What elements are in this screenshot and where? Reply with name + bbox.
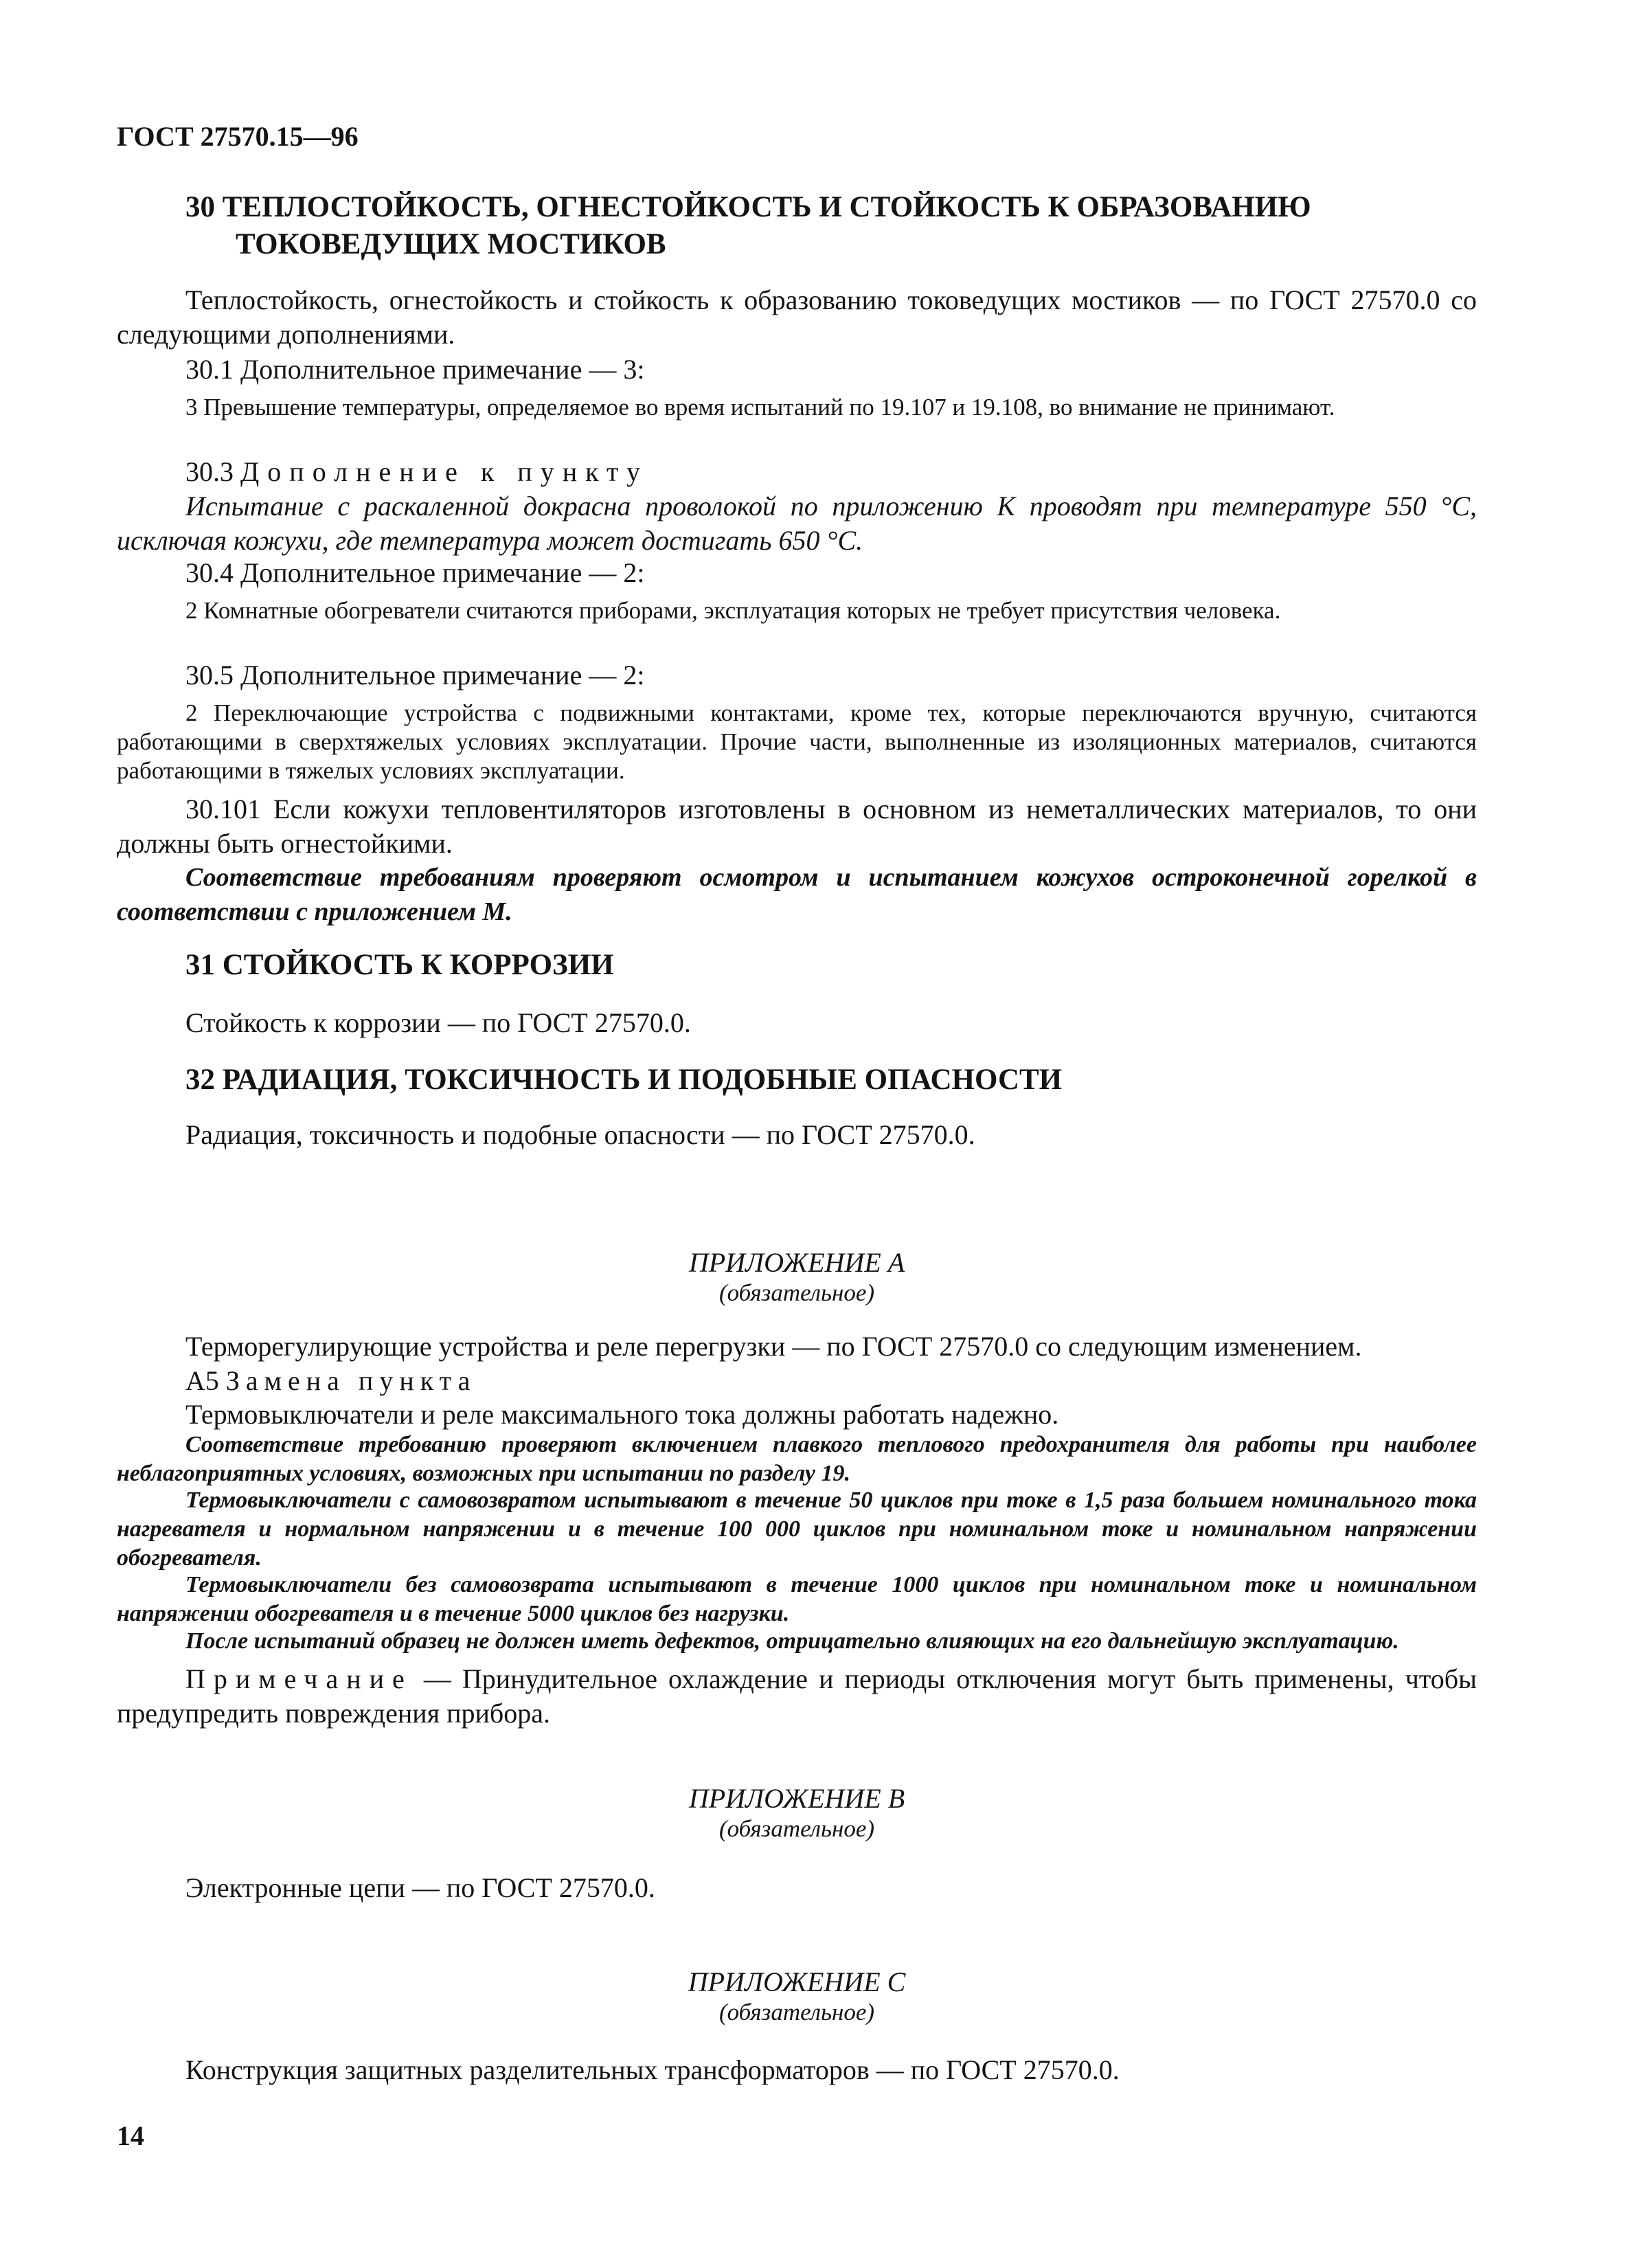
- clause-30-3: [117, 455, 1477, 489]
- clause-30-3-text: Испытание с раскаленной докрасна проволокой по приложению К проводят при температуре 550 °С, исключая кожухи, где температура может достигать 650 °С.: [117, 491, 1477, 556]
- appendix-c-subtitle: (обязательное): [718, 1999, 875, 2025]
- appendix-a-intro: Терморегулирующие устройства и реле перегрузки — по ГОСТ 27570.0 со следующим изменением.: [185, 1331, 1362, 1362]
- appendix-b-heading: [117, 1783, 1477, 1843]
- appendix-a-clause-a5: [117, 1364, 1477, 1398]
- clause-30-3-label: Дополнение к пункту: [240, 456, 648, 487]
- note-label: Примечание: [185, 1663, 413, 1694]
- appendix-c-heading: [117, 1966, 1477, 2027]
- appendix-a-heading: [117, 1247, 1477, 1307]
- section-30-title-line1: 30 ТЕПЛОСТОЙКОСТЬ, ОГНЕСТОЙКОСТЬ И СТОЙКОСТЬ К ОБРАЗОВАНИЮ: [185, 191, 1311, 223]
- section-31-heading: 31 СТОЙКОСТЬ К КОРРОЗИИ: [185, 949, 614, 981]
- appendix-c-text: Конструкция защитных разделительных трансформаторов — по ГОСТ 27570.0.: [185, 2054, 1120, 2085]
- appendix-a-subtitle: (обязательное): [718, 1279, 875, 1306]
- appendix-a-note: [117, 1662, 1477, 1731]
- clause-30-4-note: 2 Комнатные обогреватели считаются приборами, эксплуатация которых не требует присутствия человека.: [185, 597, 1281, 624]
- clause-30-5: 30.5 Дополнительное примечание — 2:: [185, 660, 645, 690]
- a5-check-1: Соответствие требованию проверяют включением плавкого теплового предохранителя для работы при наиболее неблагоприятных условиях, возможных при испытании по разделу 19.: [117, 1432, 1477, 1486]
- clause-30-3-number: 30.3: [185, 456, 240, 487]
- clause-30-101: 30.101 Если кожухи тепловентиляторов изготовлены в основном из неметаллических материалов, то они должны быть огнестойкими.: [117, 794, 1477, 859]
- note-text: — Принудительное охлаждение и периоды отключения могут быть применены, чтобы предупредить повреждения прибора.: [117, 1663, 1477, 1729]
- clause-30-101-check: Соответствие требованиям проверяют осмотром и испытанием кожухов остроконечной горелкой в соответствии с приложением М.: [117, 863, 1477, 926]
- clause-30-5-note: 2 Переключающие устройства с подвижными контактами, кроме тех, которые переключаются вручную, считаются работающими в сверхтяжелых условиях эксплуатации. Прочие части, выполненные из изоляционных материалов, считаются работающими в тяжелых условиях эксплуатации.: [117, 699, 1477, 784]
- clause-30-1: 30.1 Дополнительное примечание — 3:: [185, 354, 645, 385]
- appendix-b-title: ПРИЛОЖЕНИЕ В: [688, 1783, 905, 1814]
- a5-check-4: После испытаний образец не должен иметь дефектов, отрицательно влияющих на его дальнейшую эксплуатацию.: [185, 1628, 1399, 1654]
- section-32-heading: 32 РАДИАЦИЯ, ТОКСИЧНОСТЬ И ПОДОБНЫЕ ОПАСНОСТИ: [185, 1064, 1063, 1096]
- appendix-b-subtitle: (обязательное): [718, 1815, 875, 1842]
- section-30-heading: [185, 189, 1311, 263]
- clause-30-4: 30.4 Дополнительное примечание — 2:: [185, 557, 645, 588]
- a5-text: Термовыключатели и реле максимального тока должны работать надежно.: [185, 1399, 1059, 1430]
- appendix-c-title: ПРИЛОЖЕНИЕ С: [688, 1966, 906, 1997]
- appendix-a-title: ПРИЛОЖЕНИЕ А: [688, 1247, 905, 1278]
- section-30-title-line2: ТОКОВЕДУЩИХ МОСТИКОВ: [236, 228, 666, 260]
- a5-check-3: Термовыключатели без самовозврата испытывают в течение 1000 циклов при номинальном токе и номинальном напряжении обогревателя и в течение 5000 циклов без нагрузки.: [117, 1572, 1477, 1626]
- clause-30-1-note: 3 Превышение температуры, определяемое во время испытаний по 19.107 и 19.108, во внимание не принимают.: [185, 394, 1335, 420]
- a5-label: Замена пункта: [225, 1365, 477, 1396]
- section-32-text: Радиация, токсичность и подобные опасности — по ГОСТ 27570.0.: [185, 1119, 975, 1150]
- document-code: ГОСТ 27570.15—96: [117, 121, 359, 152]
- section-31-text: Стойкость к коррозии — по ГОСТ 27570.0.: [185, 1007, 691, 1038]
- section-30-intro: Теплостойкость, огнестойкость и стойкость к образованию токоведущих мостиков — по ГОСТ 27570.0 со следующими дополнениями.: [117, 284, 1477, 350]
- a5-check-2: Термовыключатели с самовозвратом испытывают в течение 50 циклов при токе в 1,5 раза большем номинального тока нагревателя и нормальном напряжении и в течение 100 000 циклов при номинальном токе и номинальном напряжении обогревателя.: [117, 1487, 1477, 1571]
- a5-number: А5: [185, 1365, 226, 1396]
- page-number: 14: [117, 2120, 144, 2151]
- appendix-b-text: Электронные цепи — по ГОСТ 27570.0.: [185, 1872, 655, 1903]
